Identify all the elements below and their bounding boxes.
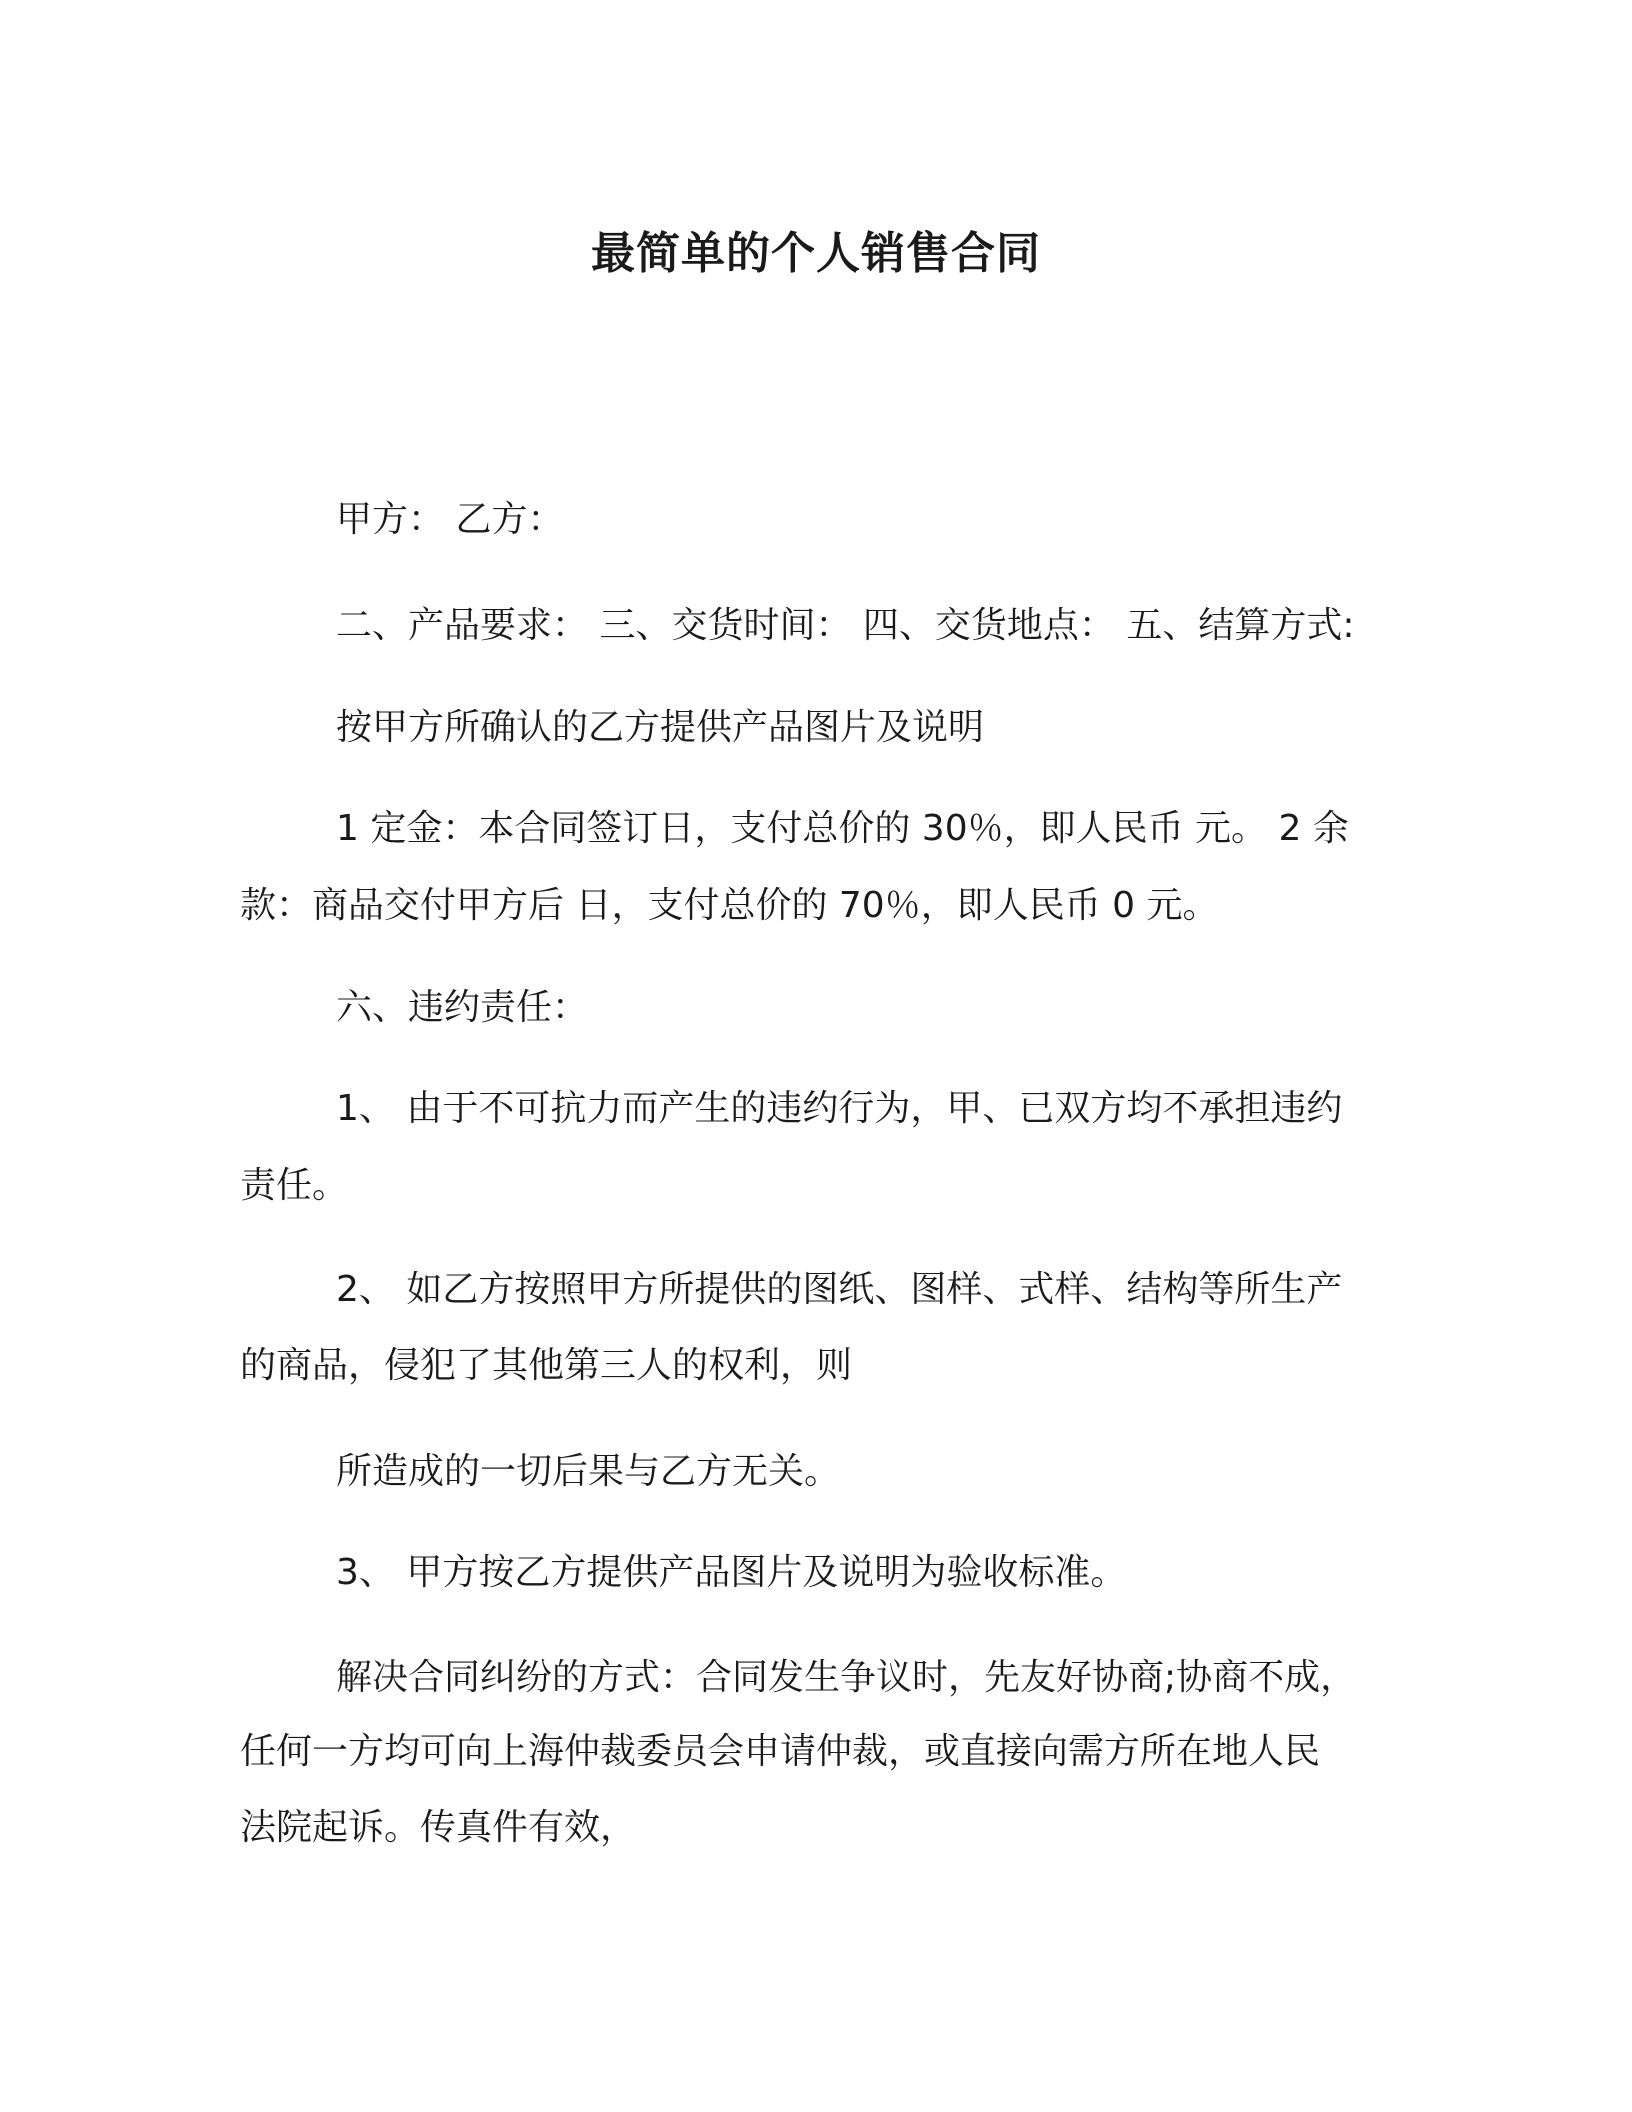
dispute-resolution-line-1: 解决合同纠纷的方式：合同发生争议时，先友好协商;协商不成，: [336, 1657, 1357, 1698]
liability-clause-2-line-3: 所造成的一切后果与乙方无关。: [336, 1451, 841, 1492]
liability-clause-3: 3、 甲方按乙方提供产品图片及说明为验收标准。: [336, 1552, 1127, 1593]
section-headings-line: 二、产品要求： 三、交货时间： 四、交货地点： 五、结算方式:: [336, 605, 1355, 646]
liability-clause-1-line-1: 1、 由于不可抗力而产生的违约行为，甲、已双方均不承担违约: [336, 1088, 1343, 1129]
payment-terms-line-1: 1 定金：本合同签订日，支付总价的 30％，即人民币 元。 2 余: [336, 808, 1349, 849]
payment-terms-line-2: 款：商品交付甲方后 日，支付总价的 70％，即人民币 0 元。: [240, 885, 1219, 926]
dispute-resolution-line-3: 法院起诉。传真件有效，: [240, 1807, 637, 1848]
liability-clause-2-line-2: 的商品，侵犯了其他第三人的权利，则: [240, 1345, 853, 1386]
liability-heading: 六、违约责任：: [336, 987, 589, 1028]
parties-line: 甲方： 乙方：: [336, 499, 564, 540]
liability-clause-1-line-2: 责任。: [240, 1165, 349, 1206]
dispute-resolution-line-2: 任何一方均可向上海仲裁委员会申请仲裁，或直接向需方所在地人民: [240, 1731, 1321, 1772]
product-requirement-text: 按甲方所确认的乙方提供产品图片及说明: [336, 707, 985, 748]
document-title: 最简单的个人销售合同: [591, 228, 1041, 279]
liability-clause-2-line-1: 2、 如乙方按照甲方所提供的图纸、图样、式样、结构等所生产: [336, 1269, 1343, 1310]
